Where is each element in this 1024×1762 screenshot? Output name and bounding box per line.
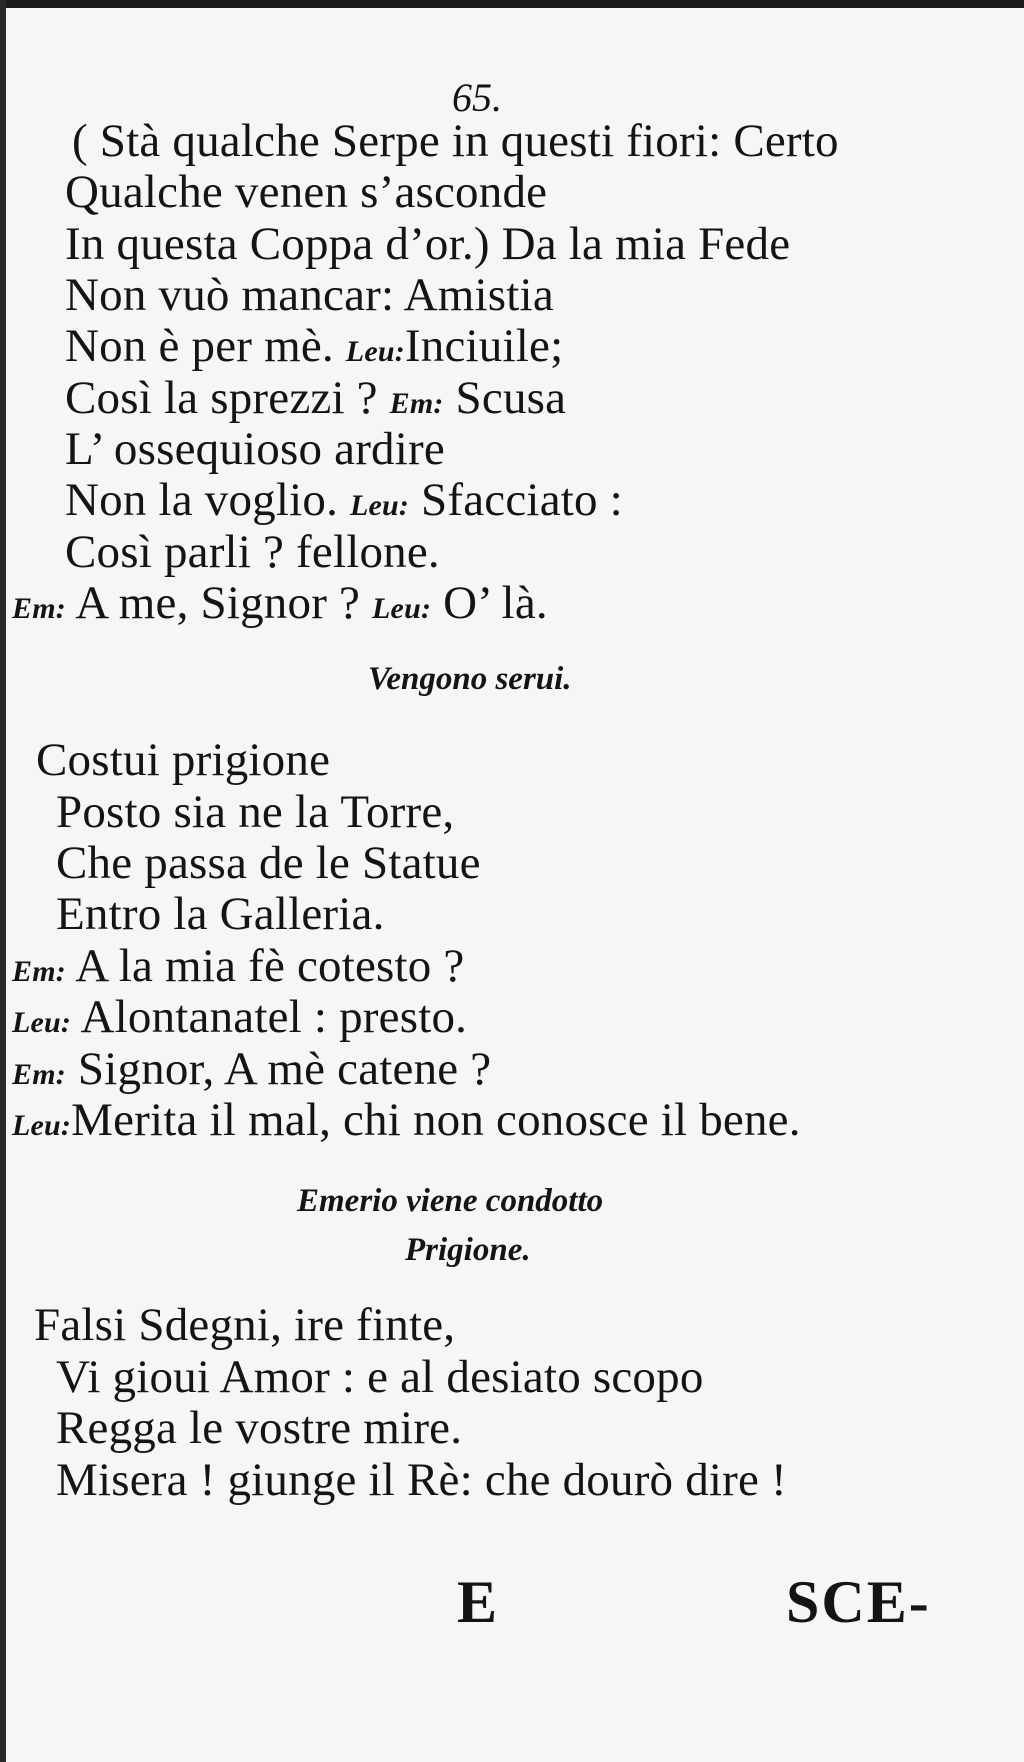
signature-mark: E [457, 1569, 498, 1635]
verse-line: Leu: Alontanatel : presto. [12, 991, 468, 1043]
speaker-tag: Leu: [12, 1006, 72, 1039]
verse-line: Non è per mè. Leu:Inciuile; [65, 320, 564, 372]
speaker-tag: Leu: [12, 1109, 72, 1142]
speaker-tag: Em: [12, 1058, 66, 1091]
verse-line: Leu:Merita il mal, chi non conosce il bene. [12, 1094, 801, 1146]
verse-line: Falsi Sdegni, ire finte, [34, 1299, 456, 1351]
page-number: 65. [452, 75, 502, 120]
verse-line: Così la sprezzi ? Em: Scusa [65, 372, 567, 424]
verse-line: Em: A la mia fè cotesto ? [12, 940, 465, 992]
scan-top-edge [0, 0, 1024, 8]
verse-line: Non vuò mancar: Amistia [65, 269, 554, 321]
verse-line: Em: Signor, A mè catene ? [12, 1043, 492, 1095]
verse-line: Che passa de le Statue [56, 837, 481, 889]
verse-line: Costui prigione [36, 734, 331, 786]
speaker-tag: Leu: [372, 592, 432, 625]
stage-direction: Vengono serui. [368, 661, 572, 697]
verse-line: Regga le vostre mire. [56, 1402, 463, 1454]
verse-line: ( Stà qualche Serpe in questi fiori: Certo [72, 115, 839, 167]
verse-line: In questa Coppa d’or.) Da la mia Fede [65, 218, 791, 270]
stage-direction: Emerio viene condotto [297, 1183, 604, 1219]
catchword: SCE- [786, 1569, 931, 1635]
speaker-tag: Em: [389, 387, 444, 420]
speaker-tag: Em: [12, 592, 66, 625]
stage-direction: Prigione. [405, 1232, 531, 1268]
verse-line: Entro la Galleria. [56, 888, 385, 940]
verse-line: L’ ossequioso ardire [65, 423, 445, 475]
verse-line: Posto sia ne la Torre, [56, 786, 455, 838]
speaker-tag: Leu: [345, 335, 405, 368]
speaker-tag: Leu: [349, 489, 410, 522]
verse-line: Qualche venen s’asconde [65, 166, 548, 218]
verse-line: Così parli ? fellone. [65, 526, 440, 578]
verse-line: Non la voglio. Leu: Sfacciato : [65, 474, 623, 526]
verse-line: Vi gioui Amor : e al desiato scopo [56, 1351, 704, 1403]
verse-line: Misera ! giunge il Rè: che dourò dire ! [56, 1454, 787, 1506]
speaker-tag: Em: [12, 955, 66, 988]
verse-line: Em: A me, Signor ? Leu: O’ là. [12, 577, 548, 629]
